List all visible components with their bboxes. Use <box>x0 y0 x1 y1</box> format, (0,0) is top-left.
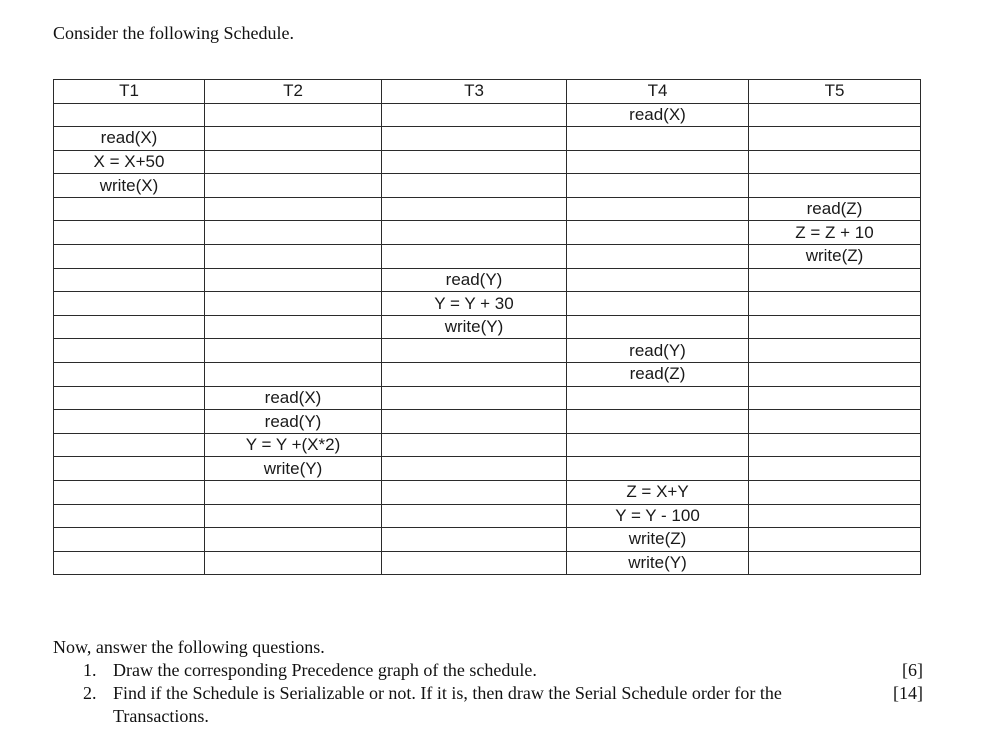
table-cell <box>205 363 382 387</box>
table-cell <box>54 197 205 221</box>
table-cell: write(X) <box>54 174 205 198</box>
table-cell <box>382 150 567 174</box>
table-cell <box>54 504 205 528</box>
table-cell <box>567 433 749 457</box>
table-cell: read(X) <box>567 103 749 127</box>
table-cell <box>205 339 382 363</box>
table-cell <box>749 315 921 339</box>
table-cell: read(Z) <box>567 363 749 387</box>
table-cell <box>382 103 567 127</box>
table-cell <box>382 481 567 505</box>
table-cell <box>205 528 382 552</box>
table-row <box>54 433 921 457</box>
table-row <box>54 315 921 339</box>
table-cell <box>567 150 749 174</box>
table-cell <box>749 481 921 505</box>
table-cell <box>205 197 382 221</box>
table-cell <box>567 268 749 292</box>
table-row <box>54 127 921 151</box>
table-cell: X = X+50 <box>54 150 205 174</box>
table-cell <box>567 127 749 151</box>
table-row <box>54 245 921 269</box>
table-cell <box>205 504 382 528</box>
table-cell <box>749 292 921 316</box>
table-cell <box>382 528 567 552</box>
table-cell <box>749 363 921 387</box>
table-row <box>54 197 921 221</box>
table-cell <box>382 410 567 434</box>
intro-text: Consider the following Schedule. <box>53 23 294 43</box>
table-cell <box>749 457 921 481</box>
table-cell <box>749 410 921 434</box>
question-marks: [6] <box>902 660 923 680</box>
table-cell <box>749 551 921 575</box>
table-cell <box>54 292 205 316</box>
table-cell: read(X) <box>54 127 205 151</box>
table-row <box>54 174 921 198</box>
table-cell: write(Z) <box>567 528 749 552</box>
table-cell <box>205 174 382 198</box>
table-cell <box>205 150 382 174</box>
column-header-t4: T4 <box>567 80 749 104</box>
table-cell: read(Z) <box>749 197 921 221</box>
table-cell <box>567 292 749 316</box>
table-cell <box>567 197 749 221</box>
table-row <box>54 103 921 127</box>
table-cell: read(Y) <box>567 339 749 363</box>
table-cell <box>205 221 382 245</box>
table-cell <box>205 103 382 127</box>
table-cell <box>749 528 921 552</box>
table-cell: write(Y) <box>382 315 567 339</box>
question-text: Find if the Schedule is Serializable or not. If it is, then draw the Serial Schedule order for the Transactions. <box>113 683 782 726</box>
schedule-table <box>53 79 921 575</box>
table-cell <box>54 363 205 387</box>
table-row <box>54 339 921 363</box>
table-row <box>54 386 921 410</box>
question-text: Draw the corresponding Precedence graph of the schedule. <box>113 660 537 680</box>
table-cell <box>749 174 921 198</box>
questions-heading: Now, answer the following questions. <box>53 637 325 657</box>
table-cell <box>54 410 205 434</box>
table-cell: Y = Y + 30 <box>382 292 567 316</box>
question-number: 1. <box>83 660 97 680</box>
table-cell <box>205 245 382 269</box>
question-item <box>53 682 923 728</box>
table-cell <box>205 481 382 505</box>
table-cell: read(Y) <box>382 268 567 292</box>
table-cell <box>382 504 567 528</box>
table-header-row <box>54 80 921 104</box>
table-cell <box>749 386 921 410</box>
table-cell <box>567 174 749 198</box>
table-cell <box>749 339 921 363</box>
table-row <box>54 150 921 174</box>
column-header-t1: T1 <box>54 80 205 104</box>
table-row <box>54 363 921 387</box>
table-row <box>54 221 921 245</box>
table-cell <box>54 268 205 292</box>
table-cell <box>382 221 567 245</box>
table-cell: read(Y) <box>205 410 382 434</box>
table-cell <box>749 150 921 174</box>
table-cell <box>382 339 567 363</box>
table-cell <box>567 221 749 245</box>
table-row <box>54 528 921 552</box>
table-row <box>54 481 921 505</box>
table-cell <box>749 504 921 528</box>
table-cell: Z = Z + 10 <box>749 221 921 245</box>
table-cell: write(Y) <box>567 551 749 575</box>
table-cell <box>54 221 205 245</box>
table-cell <box>54 551 205 575</box>
table-cell: write(Z) <box>749 245 921 269</box>
table-cell <box>567 315 749 339</box>
table-cell: write(Y) <box>205 457 382 481</box>
question-number: 2. <box>83 683 97 703</box>
table-cell <box>567 245 749 269</box>
table-cell <box>382 127 567 151</box>
table-row <box>54 457 921 481</box>
table-cell <box>205 127 382 151</box>
table-cell <box>749 103 921 127</box>
table-cell <box>382 197 567 221</box>
column-header-t2: T2 <box>205 80 382 104</box>
table-cell <box>205 292 382 316</box>
table-cell <box>382 433 567 457</box>
table-cell <box>54 339 205 363</box>
table-cell <box>205 268 382 292</box>
table-cell <box>54 481 205 505</box>
table-cell: Y = Y +(X*2) <box>205 433 382 457</box>
table-cell <box>567 457 749 481</box>
question-item <box>53 659 923 682</box>
table-row <box>54 551 921 575</box>
schedule-body <box>54 103 921 575</box>
table-cell <box>749 127 921 151</box>
column-header-t3: T3 <box>382 80 567 104</box>
table-cell <box>54 457 205 481</box>
table-cell <box>54 386 205 410</box>
table-cell: Y = Y - 100 <box>567 504 749 528</box>
table-cell <box>382 174 567 198</box>
table-cell <box>205 551 382 575</box>
table-cell <box>567 410 749 434</box>
table-cell <box>54 433 205 457</box>
table-cell: read(X) <box>205 386 382 410</box>
question-marks: [14] <box>893 683 923 703</box>
table-cell <box>54 528 205 552</box>
table-cell <box>567 386 749 410</box>
table-cell <box>382 363 567 387</box>
table-row <box>54 504 921 528</box>
table-row <box>54 292 921 316</box>
table-cell <box>749 268 921 292</box>
table-cell <box>205 315 382 339</box>
table-cell: Z = X+Y <box>567 481 749 505</box>
table-cell <box>54 245 205 269</box>
table-cell <box>382 551 567 575</box>
table-row <box>54 268 921 292</box>
table-cell <box>749 433 921 457</box>
table-cell <box>382 245 567 269</box>
table-row <box>54 410 921 434</box>
questions-section <box>53 636 923 728</box>
table-cell <box>54 103 205 127</box>
column-header-t5: T5 <box>749 80 921 104</box>
table-cell <box>54 315 205 339</box>
table-cell <box>382 457 567 481</box>
table-cell <box>382 386 567 410</box>
